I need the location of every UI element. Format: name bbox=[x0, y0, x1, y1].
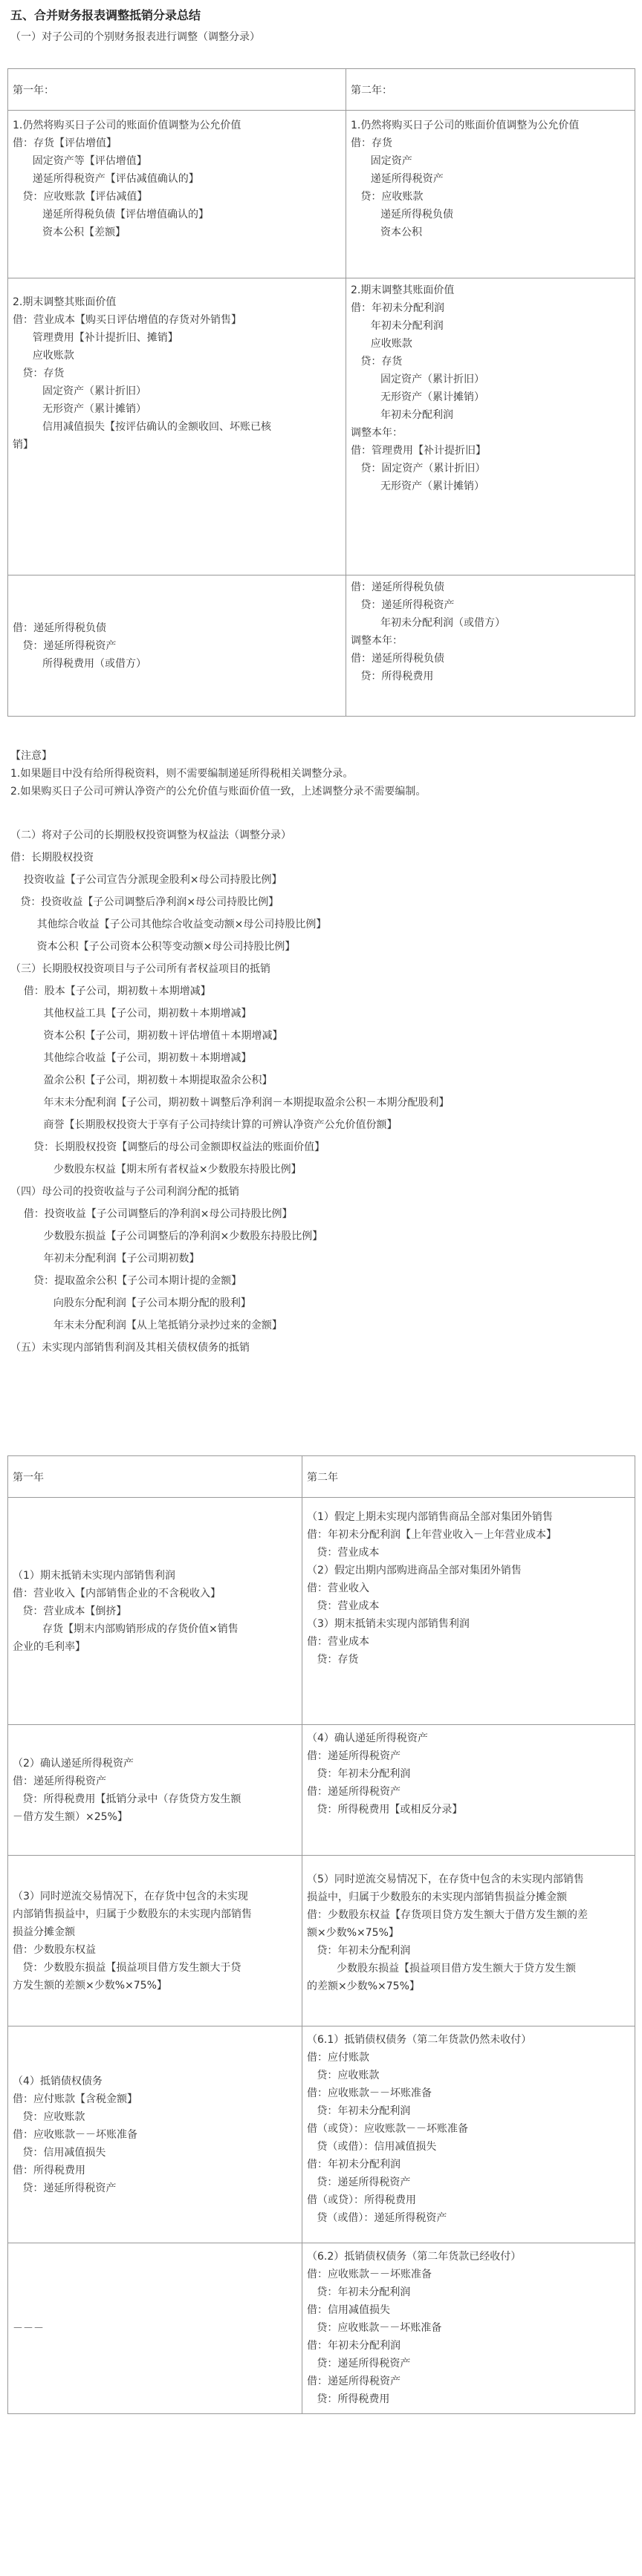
entry-line: 借：年初未分配利润 bbox=[351, 302, 444, 314]
entry-line: 贷：应收账款【评估减值】 bbox=[13, 191, 148, 203]
entry-line: 贷：年初未分配利润 bbox=[307, 2105, 411, 2117]
entry-line: 企业的毛利率】 bbox=[13, 1640, 85, 1653]
entry-line: 借（或贷）：应收账款－－坏账准备 bbox=[307, 2123, 468, 2135]
entry-line: 贷：营业成本 bbox=[307, 1600, 380, 1612]
entry-line: 贷：所得税费用【或相反分录】 bbox=[307, 1804, 463, 1816]
col-header-year1: 第一年 bbox=[8, 1456, 302, 1498]
table-cell-right bbox=[302, 1498, 635, 1725]
text-line: 贷：提取盈余公积【子公司本期计提的金额】 bbox=[10, 1275, 242, 1287]
table-cell-left bbox=[8, 1856, 302, 2026]
entry-line: 递延所得税负债【评估增值确认的】 bbox=[13, 209, 210, 221]
text-line: 贷：长期股权投资【调整后的母公司金额即权益法的账面价值】 bbox=[10, 1141, 325, 1153]
section3-heading: （三）长期股权投资项目与子公司所有者权益项目的抵销 bbox=[10, 963, 270, 975]
entry-line: 递延所得税资产 bbox=[351, 173, 444, 185]
entry-line: （1）假定上期未实现内部销售商品全部对集团外销售 bbox=[307, 1511, 553, 1523]
entry-line: 贷（或借）：信用减值损失 bbox=[307, 2141, 437, 2153]
section5-heading: （五）未实现内部销售利润及其相关债权债务的抵销 bbox=[10, 1342, 250, 1354]
entry-line: 贷：存货 bbox=[307, 1654, 359, 1666]
entry-line: 贷：应收账款 bbox=[351, 191, 424, 203]
table-cell-left bbox=[8, 575, 346, 717]
entry-line: 贷：递延所得税资产 bbox=[307, 2176, 411, 2188]
entry-line: 借：管理费用【补计提折旧】 bbox=[351, 445, 486, 457]
entry-line: 递延所得税资产【评估减值确认的】 bbox=[13, 173, 199, 185]
text-line: 资本公积【子公司资本公积等变动额×母公司持股比例】 bbox=[10, 941, 296, 953]
entry-line: 贷：营业成本 bbox=[307, 1547, 380, 1559]
entry-line: 贷：年初未分配利润 bbox=[307, 1945, 411, 1957]
text-line: 资本公积【子公司，期初数＋评估增值＋本期增减】 bbox=[10, 1030, 283, 1042]
table-cell-left bbox=[8, 278, 346, 575]
text-line: 借：投资收益【子公司调整后的净利润×母公司持股比例】 bbox=[10, 1208, 293, 1220]
entry-line: 贷：固定资产（累计折旧） bbox=[351, 463, 486, 475]
entry-line: 固定资产（累计折旧） bbox=[13, 385, 147, 397]
section4-heading: （四）母公司的投资收益与子公司利润分配的抵销 bbox=[10, 1186, 239, 1198]
entry-line: 借：应付账款【含税金额】 bbox=[13, 2093, 137, 2105]
entry-line: 贷：递延所得税资产 bbox=[351, 599, 455, 611]
entry-line: 调整本年： bbox=[351, 427, 403, 439]
table-cell-left bbox=[8, 2243, 302, 2414]
entry-line: 的差额×少数%×75%】 bbox=[307, 1980, 420, 1992]
page-title: 五、合并财务报表调整抵销分录总结 bbox=[10, 8, 201, 22]
text-line: 少数股东损益【子公司调整后的净利润×少数股东持股比例】 bbox=[10, 1230, 323, 1242]
note-heading: 【注意】 bbox=[10, 750, 52, 762]
entry-line: 贷：信用减值损失 bbox=[13, 2146, 106, 2159]
entry-line: 内部销售损益中，归属于少数股东的未实现内部销售 bbox=[13, 1908, 252, 1920]
entry-line: 1.仍然将购买日子公司的账面价值调整为公允价值 bbox=[13, 120, 241, 131]
entry-line: 借：年初未分配利润 bbox=[307, 2340, 401, 2352]
entry-line: 借：递延所得税负债 bbox=[351, 653, 444, 665]
entry-line: （2）确认递延所得税资产 bbox=[13, 1757, 134, 1770]
col-header-year1: 第一年： bbox=[8, 69, 346, 111]
entry-line: 借：存货【评估增值】 bbox=[13, 137, 117, 149]
entry-line: 贷：存货 bbox=[13, 368, 65, 379]
entry-line: （5）同时逆流交易情况下，在存货中包含的未实现内部销售 bbox=[307, 1874, 584, 1885]
entry-line: 无形资产（累计摊销） bbox=[351, 480, 485, 492]
entry-line: 贷：少数股东损益【损益项目借方发生额大于贷 bbox=[13, 1961, 241, 1974]
text-line: 其他综合收益【子公司其他综合收益变动额×母公司持股比例】 bbox=[10, 919, 327, 930]
entry-line: 贷：所得税费用 bbox=[307, 2393, 390, 2405]
entry-line: 递延所得税负债 bbox=[351, 209, 454, 221]
entry-line: 贷：应收账款 bbox=[307, 2070, 380, 2081]
entry-line: 借：应收账款－－坏账准备 bbox=[13, 2128, 137, 2141]
entry-line: 固定资产等【评估增值】 bbox=[13, 155, 147, 167]
entry-line: 2.期末调整其账面价值 bbox=[351, 284, 455, 296]
table-cell-right bbox=[302, 1725, 635, 1856]
section1-table bbox=[7, 68, 635, 717]
entry-line: 1.仍然将购买日子公司的账面价值调整为公允价值 bbox=[351, 120, 580, 131]
note-line: 1.如果题目中没有给所得税资料，则不需要编制递延所得税相关调整分录。 bbox=[10, 768, 354, 780]
entry-line: 损益中，归属于少数股东的未实现内部销售损益分摊金额 bbox=[307, 1891, 567, 1903]
entry-line: 少数股东损益【损益项目借方发生额大于贷方发生额 bbox=[307, 1963, 577, 1975]
table-cell-right bbox=[302, 2243, 635, 2414]
entry-line: 借：应收账款－－坏账准备 bbox=[307, 2269, 432, 2280]
entry-line: 借：递延所得税负债 bbox=[351, 581, 444, 593]
entry-line: －－－ bbox=[13, 2322, 44, 2335]
entry-line: 无形资产（累计摊销） bbox=[351, 391, 485, 403]
section2-block bbox=[10, 824, 632, 1359]
entry-line: 贷：年初未分配利润 bbox=[307, 1768, 411, 1780]
entry-line: 方发生额的差额×少数%×75%】 bbox=[13, 1979, 167, 1992]
entry-line: 固定资产 bbox=[351, 155, 412, 167]
entry-line: 借：年初未分配利润【上年营业收入－上年营业成本】 bbox=[307, 1529, 557, 1541]
entry-line: 无形资产（累计摊销） bbox=[13, 403, 147, 415]
entry-line: 借（或贷）：所得税费用 bbox=[307, 2194, 416, 2206]
entry-line: 借：少数股东权益 bbox=[13, 1943, 96, 1956]
entry-line: 贷：年初未分配利润 bbox=[307, 2286, 411, 2298]
entry-line: 固定资产（累计折旧） bbox=[351, 374, 485, 385]
entry-line: 年初未分配利润 bbox=[351, 320, 444, 332]
entry-line: 管理费用【补计提折旧、摊销】 bbox=[13, 332, 178, 344]
entry-line: 借：少数股东权益【存货项目贷方发生额大于借方发生额的差 bbox=[307, 1909, 588, 1921]
entry-line: （3）期末抵销未实现内部销售利润 bbox=[307, 1618, 470, 1630]
section2-heading: （二）将对子公司的长期股权投资调整为权益法（调整分录） bbox=[10, 829, 291, 841]
text-line: 向股东分配利润【子公司本期分配的股利】 bbox=[10, 1297, 251, 1309]
entry-line: 存货【期末内部购销形成的存货价值×销售 bbox=[13, 1623, 239, 1635]
table-cell-right bbox=[346, 111, 635, 278]
table-cell-left bbox=[8, 2026, 302, 2243]
text-line: 商誉【长期股权投资大于享有子公司持续计算的可辨认净资产公允价值份额】 bbox=[10, 1119, 398, 1131]
entry-line: 所得税费用（或借方） bbox=[13, 657, 147, 670]
text-line: 贷：投资收益【子公司调整后净利润×母公司持股比例】 bbox=[10, 896, 279, 908]
text-line: 其他综合收益【子公司，期初数＋本期增减】 bbox=[10, 1052, 252, 1064]
entry-line: 借：年初未分配利润 bbox=[307, 2159, 401, 2171]
table-cell-left bbox=[8, 1498, 302, 1725]
entry-line: （4）抵销债权债务 bbox=[13, 2075, 103, 2087]
entry-line: （4）确认递延所得税资产 bbox=[307, 1732, 428, 1744]
section1-heading-block bbox=[10, 30, 632, 45]
entry-line: （1）期末抵销未实现内部销售利润 bbox=[13, 1569, 175, 1582]
note-line: 2.如果购买日子公司可辨认净资产的公允价值与账面价值一致，上述调整分录不需要编制。 bbox=[10, 786, 427, 798]
entry-line: 应收账款 bbox=[351, 338, 412, 350]
entry-line: 借：应收账款－－坏账准备 bbox=[307, 2087, 432, 2099]
entry-line: （3）同时逆流交易情况下，在存货中包含的未实现 bbox=[13, 1890, 248, 1902]
text-line: 借：长期股权投资 bbox=[10, 852, 94, 864]
col-header-year2: 第二年 bbox=[302, 1456, 635, 1498]
text-line: 年初未分配利润【子公司期初数】 bbox=[10, 1253, 200, 1265]
entry-line: 借：应付账款 bbox=[307, 2052, 369, 2064]
entry-line: 调整本年： bbox=[351, 635, 403, 647]
entry-line: 损益分摊金额 bbox=[13, 1926, 75, 1938]
entry-line: 借：营业成本 bbox=[307, 1636, 369, 1648]
entry-line: －借方发生额）×25%】 bbox=[13, 1810, 128, 1823]
entry-line: 贷：存货 bbox=[351, 356, 403, 368]
entry-line: 资本公积 bbox=[351, 226, 423, 238]
entry-line: 借：递延所得税资产 bbox=[13, 1775, 106, 1787]
entry-line: 销】 bbox=[13, 439, 33, 451]
entry-line: 贷：营业成本【倒挤】 bbox=[13, 1605, 127, 1617]
entry-line: 资本公积【差额】 bbox=[13, 226, 126, 238]
entry-line: 借：信用减值损失 bbox=[307, 2304, 390, 2316]
table-cell-right bbox=[346, 278, 635, 575]
entry-line: 贷：应收账款－－坏账准备 bbox=[307, 2322, 442, 2334]
entry-line: 借：所得税费用 bbox=[13, 2164, 85, 2176]
entry-line: 贷（或借）：递延所得税资产 bbox=[307, 2212, 447, 2224]
entry-line: 年初未分配利润（或借方） bbox=[351, 617, 506, 629]
table-cell-left bbox=[8, 1725, 302, 1856]
text-line: 盈余公积【子公司，期初数＋本期提取盈余公积】 bbox=[10, 1075, 273, 1086]
entry-line: （2）假定出期内部购进商品全部对集团外销售 bbox=[307, 1565, 522, 1576]
entry-line: 贷：递延所得税资产 bbox=[307, 2358, 411, 2370]
col-header-year2: 第二年： bbox=[346, 69, 635, 111]
entry-line: 贷：所得税费用 bbox=[351, 671, 434, 682]
table-cell-right bbox=[302, 2026, 635, 2243]
table-cell-right bbox=[346, 575, 635, 717]
entry-line: 信用减值损失【按评估确认的金额收回、坏账已核 bbox=[13, 421, 272, 433]
entry-line: （6.1）抵销债权债务（第二年货款仍然未收付） bbox=[307, 2034, 532, 2046]
table-cell-left bbox=[8, 111, 346, 278]
entry-line: 贷：递延所得税资产 bbox=[13, 639, 117, 652]
section5-table bbox=[7, 1455, 635, 2414]
entry-line: 借：营业收入【内部销售企业的不含税收入】 bbox=[13, 1587, 221, 1600]
text-line: 投资收益【子公司宣告分派现金股利×母公司持股比例】 bbox=[10, 874, 282, 886]
entry-line: 额×少数%×75%】 bbox=[307, 1927, 399, 1939]
text-line: 年末未分配利润【子公司，期初数＋调整后净利润－本期提取盈余公积－本期分配股利】 bbox=[10, 1097, 450, 1109]
notes-block bbox=[10, 747, 632, 800]
section1-heading: （一）对子公司的个别财务报表进行调整（调整分录） bbox=[10, 31, 260, 43]
entry-line: 2.期末调整其账面价值 bbox=[13, 296, 117, 308]
entry-line: 贷：所得税费用【抵销分录中（存货贷方发生额 bbox=[13, 1793, 241, 1805]
entry-line: 应收账款 bbox=[13, 350, 74, 362]
entry-line: 贷：递延所得税资产 bbox=[13, 2182, 117, 2194]
text-line: 少数股东权益【期末所有者权益×少数股东持股比例】 bbox=[10, 1164, 302, 1175]
entry-line: 借：营业成本【购买日评估增值的存货对外销售】 bbox=[13, 314, 241, 326]
entry-line: 贷：应收账款 bbox=[13, 2110, 85, 2123]
entry-line: 借：营业收入 bbox=[307, 1582, 369, 1594]
text-line: 其他权益工具【子公司，期初数＋本期增减】 bbox=[10, 1008, 252, 1020]
entry-line: 借：存货 bbox=[351, 137, 392, 149]
entry-line: （6.2）抵销债权债务（第二年货款已经收付） bbox=[307, 2251, 522, 2263]
entry-line: 借：递延所得税资产 bbox=[307, 2376, 401, 2387]
table-cell-right bbox=[302, 1856, 635, 2026]
entry-line: 年初未分配利润 bbox=[351, 409, 454, 421]
entry-line: 借：递延所得税资产 bbox=[307, 1786, 401, 1798]
entry-line: 借：递延所得税负债 bbox=[13, 622, 106, 634]
entry-line: 借：递延所得税资产 bbox=[307, 1750, 401, 1762]
text-line: 年末未分配利润【从上笔抵销分录抄过来的金额】 bbox=[10, 1320, 282, 1331]
text-line: 借：股本【子公司，期初数＋本期增减】 bbox=[10, 985, 211, 997]
